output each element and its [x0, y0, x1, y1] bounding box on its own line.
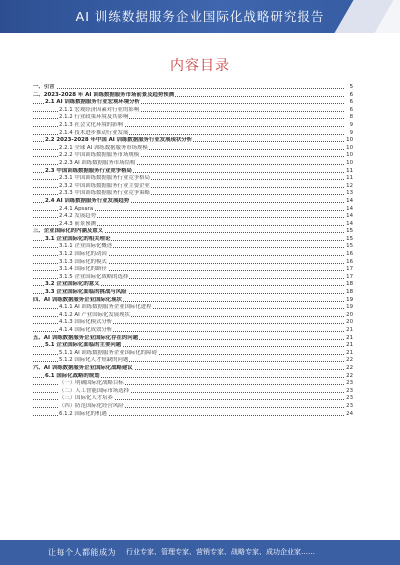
toc-entry-page: 15: [344, 228, 353, 236]
toc-entry-page: 17: [344, 266, 353, 274]
toc-entry[interactable]: [33, 152, 353, 160]
toc-entry[interactable]: [33, 145, 353, 153]
toc-entry[interactable]: [33, 236, 353, 244]
toc-entry-page: 14: [344, 198, 353, 206]
toc-title: 内容目录: [170, 58, 230, 74]
toc-entry-page: 22: [344, 365, 353, 373]
toc-entry[interactable]: [33, 168, 353, 176]
toc-entry-page: 21: [344, 327, 353, 335]
toc-entry[interactable]: [33, 213, 353, 221]
toc-entry-title: 2.2 2023-2028 年中国 AI 训练数据服务行业发展现状分析: [45, 137, 193, 144]
toc-entry[interactable]: [33, 243, 353, 251]
toc-entry-page: 21: [344, 342, 353, 350]
toc-entry-title: 5.1.1 AI 训练数据服务企业国际化的障碍: [59, 349, 157, 356]
toc-entry-page: 12: [344, 183, 353, 191]
toc-entry-page: 23: [344, 388, 353, 396]
toc-entry-page: 10: [344, 160, 353, 168]
toc-entry-title: 2.3.2 中国训练数据服务行业主要企业: [59, 182, 150, 189]
toc-entry-title: 4.1.1 AI 训练数据服务企业国际化进程: [59, 304, 152, 311]
toc-entry[interactable]: [33, 373, 353, 381]
toc-entry-page: 18: [344, 281, 353, 289]
toc-entry[interactable]: [33, 319, 353, 327]
toc-entry-title: 2.1.3 社会文化环境的影响: [59, 121, 123, 128]
toc-entry[interactable]: [33, 175, 353, 183]
toc-entry[interactable]: [33, 395, 353, 403]
toc-entry-page: 10: [344, 137, 353, 145]
toc-entry-page: 21: [344, 350, 353, 358]
toc-entry-title: （二）人工智能国际市场选择: [59, 387, 130, 394]
toc-entry-title: （四）防范国际化经营风险: [59, 402, 124, 409]
toc-entry-title: 三、企业国际化的内涵及意义: [33, 228, 104, 235]
toc-entry-title: 2.4.3 前景预测: [59, 220, 96, 227]
toc-entry-page: 10: [344, 145, 353, 153]
toc-entry-page: 23: [344, 380, 353, 388]
toc-entry[interactable]: [33, 335, 353, 343]
toc-entry-page: 9: [344, 130, 353, 138]
footer-roles: 行业专家、管理专家、营销专家、战略专家、成功企业家……: [126, 548, 315, 556]
toc-entry[interactable]: [33, 365, 353, 373]
report-header: [0, 0, 400, 33]
toc-entry[interactable]: [33, 403, 353, 411]
report-title: AI 训练数据服务企业国际化战略研究报告: [75, 9, 325, 24]
toc-entry[interactable]: [33, 342, 353, 350]
toc-entry[interactable]: [33, 160, 353, 168]
toc-entry[interactable]: [33, 411, 353, 419]
toc-entry-title: 3.1.5 企业国际化战略的选择: [59, 273, 129, 280]
toc-entry-title: 五、AI 训练数据服务企业国际化存在的问题: [33, 334, 139, 341]
toc-entry-page: 5: [344, 84, 353, 92]
toc-entry[interactable]: [33, 266, 353, 274]
toc-entry[interactable]: [33, 122, 353, 130]
toc-entry-title: 2.2.1 全球 AI 训练数据服务市场规模: [59, 144, 148, 151]
toc-entry-page: 15: [344, 243, 353, 251]
toc-entry-title: 3.1.4 国际化的路径: [59, 266, 107, 273]
toc-entry[interactable]: [33, 190, 353, 198]
footer-slogan: 让每个人都能成为: [48, 548, 116, 557]
toc-entry-page: 22: [344, 357, 353, 365]
toc-entry-title: 2.1 AI 训练数据服务行业宏观环境分析: [45, 99, 140, 106]
toc-entry-title: 3.1.1 企业国际化概述: [59, 243, 113, 250]
toc-entry-title: 2.2.3 AI 训练数据服务市场结构: [59, 159, 136, 166]
toc-entry[interactable]: [33, 350, 353, 358]
toc-entry[interactable]: [33, 114, 353, 122]
toc-entry-page: 15: [344, 236, 353, 244]
toc-entry-page: 14: [344, 221, 353, 229]
toc-entry-page: 17: [344, 274, 353, 282]
toc-entry-title: （三）国际化人才培养: [59, 395, 113, 402]
toc-entry-page: 8: [344, 114, 353, 122]
toc-entry-title: 3.2 企业国际化的意义: [45, 281, 100, 288]
toc-entry-title: 2.3.3 中国训练数据服务行业竞争策略: [59, 190, 150, 197]
toc-entry[interactable]: [33, 221, 353, 229]
toc-entry-page: 11: [344, 175, 353, 183]
toc-entry[interactable]: [33, 198, 353, 206]
toc-entry-page: 10: [344, 152, 353, 160]
table-of-contents: [33, 84, 353, 418]
toc-entry-title: 2.4 AI 训练数据服务行业发展趋势: [45, 197, 130, 204]
toc-entry-page: 14: [344, 206, 353, 214]
toc-entry[interactable]: [33, 304, 353, 312]
toc-entry-page: 18: [344, 289, 353, 297]
toc-entry-title: 2.1.1 宏观经济因素对行业的影响: [59, 106, 140, 113]
toc-entry-page: 19: [344, 304, 353, 312]
toc-entry-page: 21: [344, 335, 353, 343]
toc-entry-page: 13: [344, 190, 353, 198]
toc-entry-page: 20: [344, 312, 353, 320]
toc-entry-page: 6: [344, 107, 353, 115]
toc-entry-title: 6.1 国际化战略的规划: [45, 372, 100, 379]
toc-entry-page: 23: [344, 403, 353, 411]
toc-entry-page: 19: [344, 297, 353, 305]
toc-entry[interactable]: [33, 281, 353, 289]
toc-entry-page: 20: [344, 319, 353, 327]
toc-entry-title: 3.3 企业国际化面临的挑战与风险: [45, 289, 127, 296]
toc-entry[interactable]: [33, 380, 353, 388]
toc-entry[interactable]: [33, 327, 353, 335]
toc-entry-page: 9: [344, 122, 353, 130]
toc-entry-title: 2.3.1 中国训练数据服务行业竞争格局: [59, 175, 150, 182]
toc-entry[interactable]: [33, 130, 353, 138]
toc-entry-page: 22: [344, 373, 353, 381]
toc-entry[interactable]: [33, 357, 353, 365]
toc-entry[interactable]: [33, 251, 353, 259]
toc-entry-title: 一、引言: [33, 84, 55, 90]
toc-entry-title: 6.1.2 国际化的机遇: [59, 410, 107, 417]
toc-entry-title: 2.1.2 行业政策环境及其影响: [59, 114, 129, 121]
toc-entry-title: 3.1.3 国际化的模式: [59, 258, 107, 265]
toc-entry-page: 11: [344, 168, 353, 176]
toc-entry-page: 14: [344, 213, 353, 221]
toc-entry-title: 四、AI 训练数据服务企业国际化现状: [33, 296, 122, 303]
toc-entry[interactable]: [33, 259, 353, 267]
toc-entry[interactable]: [33, 107, 353, 115]
toc-entry[interactable]: [33, 388, 353, 396]
toc-entry[interactable]: [33, 183, 353, 191]
toc-entry-title: 2.2.2 中国训练数据服务市场规模: [59, 152, 140, 159]
toc-entry-title: 2.1.4 技术进步推动行业发展: [59, 129, 129, 136]
toc-entry-title: 5.1.2 国际化人才短缺的问题: [59, 357, 129, 364]
toc-entry[interactable]: [33, 84, 353, 92]
toc-entry[interactable]: [33, 274, 353, 282]
toc-leader-dots: [33, 88, 344, 89]
toc-entry-title: 4.1.3 国际化模式分析: [59, 319, 113, 326]
toc-entry[interactable]: [33, 92, 353, 100]
toc-entry-title: 2.4.1 Apsara: [59, 205, 94, 212]
toc-entry-title: 4.1.4 国际化成效分析: [59, 327, 113, 333]
toc-entry[interactable]: [33, 99, 353, 107]
toc-entry[interactable]: [33, 289, 353, 297]
toc-entry[interactable]: [33, 137, 353, 145]
toc-entry-title: 4.1.2 AI 产业国际化发展现状: [59, 311, 130, 318]
toc-entry-title: 2.3 中国训练数据服务行业竞争格局: [45, 167, 132, 174]
toc-entry-page: 16: [344, 251, 353, 259]
report-footer: [0, 540, 400, 565]
toc-entry-title: 3.1.2 国际化的动因: [59, 251, 107, 258]
toc-entry-page: 16: [344, 259, 353, 267]
toc-entry[interactable]: [33, 206, 353, 214]
toc-entry-page: 24: [344, 411, 353, 419]
toc-entry[interactable]: [33, 312, 353, 320]
toc-entry-page: 6: [344, 92, 353, 100]
toc-entry[interactable]: [33, 297, 353, 305]
toc-entry-title: 二、2023-2028 年 AI 训练数据服务市场前景及趋势预测: [33, 91, 175, 98]
toc-entry-page: 23: [344, 395, 353, 403]
toc-entry-page: 6: [344, 99, 353, 107]
toc-entry[interactable]: [33, 228, 353, 236]
toc-entry-title: （一）明确国际化战略目标: [59, 380, 124, 387]
toc-entry-title: 2.4.2 发展趋势: [59, 213, 96, 220]
toc-entry-title: 六、AI 训练数据服务企业国际化战略建议: [33, 364, 133, 371]
toc-entry-title: 5.1 企业国际化面临的主要问题: [45, 342, 122, 349]
toc-entry-title: 3.1 企业国际化的相关理论: [45, 235, 111, 242]
